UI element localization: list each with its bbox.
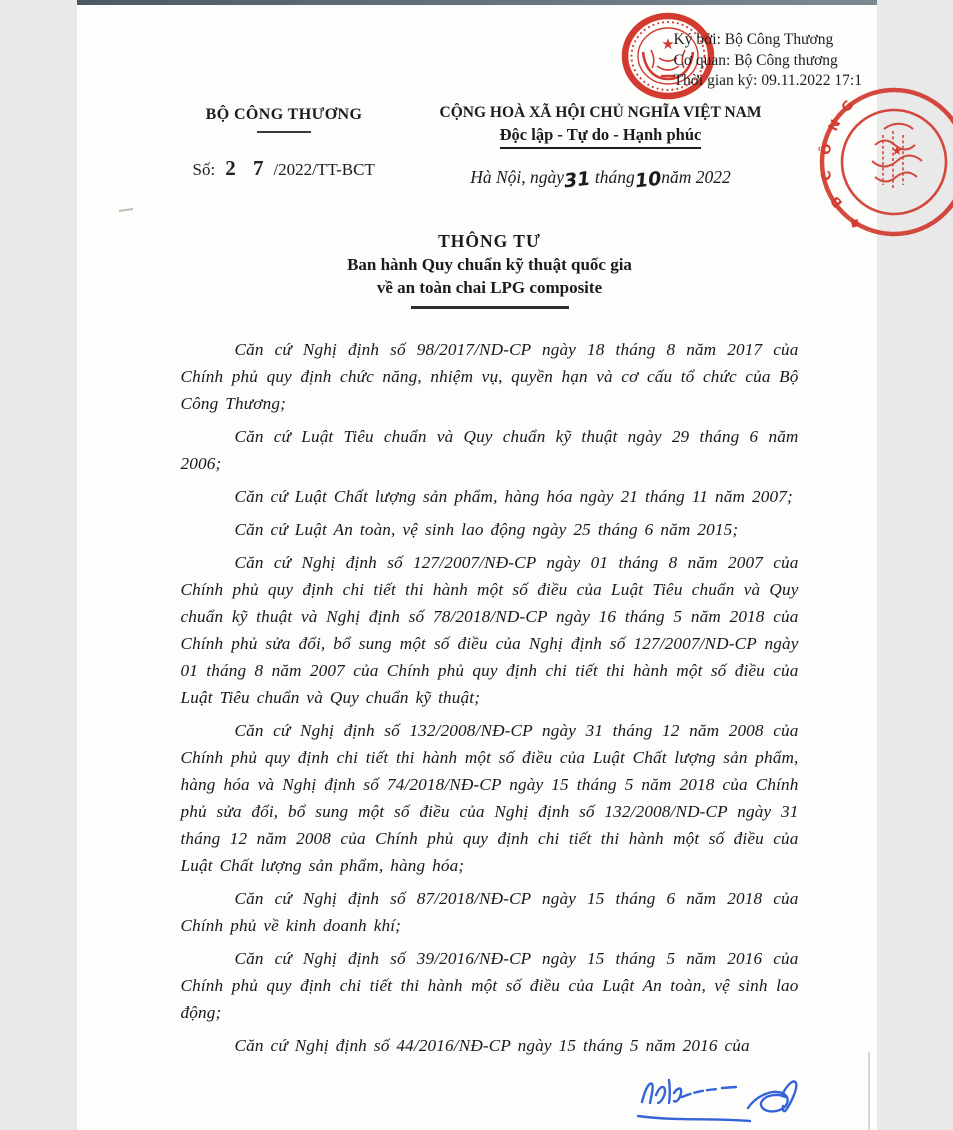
national-motto: Độc lập - Tự do - Hạnh phúc (500, 125, 702, 149)
handwritten-month: 10 (633, 167, 663, 193)
title-line-2: về an toàn chai LPG composite (376, 278, 603, 297)
doc-number-suffix: /2022/TT-BCT (273, 160, 375, 179)
date-suffix: năm 2022 (661, 167, 731, 187)
svg-text:★: ★ (890, 144, 903, 159)
issuing-agency-name: BỘ CÔNG THƯƠNG (205, 106, 363, 123)
body-paragraph: Căn cứ Nghị định số 132/2008/NĐ-CP ngày 31 tháng 12 năm 2008 của Chính phủ quy định chi tiết thi hành một số điều của Luật Chất lượng sản phẩm, hàng hóa và Nghị định số 74/2018/NĐ-CP ngày 15 tháng 5 năm 2018 của Chính phủ sửa đổi, bổ sung một số điều của Nghị định số 132/2008/ND-CP ngày 31 tháng 12 năm 2008 của Chính phủ quy định chi tiết thi hành một số điều của Luật Chất lượng sản phẩm, hàng hóa; (180, 721, 799, 875)
place-date-line (405, 166, 797, 193)
body-paragraph: Căn cứ Nghị định số 127/2007/NĐ-CP ngày 01 tháng 8 năm 2007 của Chính phủ quy định chi tiết thi hành một số điều của Luật Tiêu chuẩn và Quy chuẩn kỹ thuật và Nghị định số 78/2018/ND-CP ngày 16 tháng 5 năm 2018 của Chính phủ sửa đổi, bổ sung một số điều của Nghị định số 127/2007/ND-CP ngày 01 tháng 8 năm 2007 của Chính phủ quy định chi tiết thi hành một số điều của Luật Tiêu chuẩn và Quy chuẩn kỹ thuật; (180, 553, 799, 707)
svg-text:C: C (818, 168, 836, 183)
svg-text:B: B (827, 192, 846, 211)
handwritten-day: 31 (563, 167, 592, 193)
date-mid: tháng (594, 167, 635, 187)
agency-underline (257, 131, 311, 133)
signature-agency: Cơ quan: Bộ Công thương (673, 51, 838, 69)
body-paragraph: Căn cứ Nghị định số 87/2018/NĐ-CP ngày 15 tháng 6 năm 2018 của Chính phủ về kinh doanh khí; (180, 889, 799, 935)
body-paragraph: Căn cứ Luật An toàn, vệ sinh lao động ngày 25 tháng 6 năm 2015; (234, 520, 739, 539)
body-paragraph: Căn cứ Nghị định số 39/2016/NĐ-CP ngày 15 tháng 5 năm 2016 của Chính phủ quy định chi tiết thi hành một số điều của Luật An toàn, vệ sinh lao động; (180, 949, 799, 1022)
date-prefix: Hà Nội, ngày (470, 167, 565, 187)
svg-text:G: G (838, 97, 857, 116)
handwritten-signature (630, 1058, 815, 1128)
national-header-block (405, 104, 797, 193)
red-official-stamp-icon (809, 77, 953, 247)
document-type: THÔNG TƯ (438, 231, 541, 251)
document-title-block (181, 231, 799, 309)
body-paragraph: Căn cứ Nghị định số 98/2017/ND-CP ngày 18 tháng 8 năm 2017 của Chính phủ quy định chức năng, nhiệm vụ, quyền hạn và cơ cấu tổ chức của Bộ Công Thương; (180, 340, 799, 413)
national-title: CỘNG HOÀ XÃ HỘI CHỦ NGHĨA VIỆT NAM (439, 104, 762, 121)
doc-number-prefix: Số: (192, 160, 216, 179)
doc-number-stamped-digits: 2 7 (225, 156, 270, 180)
document-number (193, 156, 375, 181)
body-paragraph: Căn cứ Nghị định số 44/2016/NĐ-CP ngày 15 tháng 5 năm 2016 của (234, 1036, 750, 1055)
signature-timestamp: Thời gian ký: 09.11.2022 17:1 (673, 72, 862, 89)
digital-signature-text (674, 30, 877, 92)
body-paragraph: Căn cứ Luật Chất lượng sản phẩm, hàng hóa ngày 21 tháng 11 năm 2007; (234, 487, 793, 506)
svg-text:◆: ◆ (846, 214, 863, 233)
title-underline (411, 306, 569, 309)
document-page (77, 0, 903, 1130)
issuing-agency-block (177, 106, 392, 133)
scan-edge-artifact (77, 0, 877, 5)
svg-text:★: ★ (660, 35, 675, 53)
scan-edge-artifact (868, 1052, 870, 1130)
svg-text:N: N (825, 117, 844, 134)
scan-speck-artifact (118, 208, 132, 212)
body-paragraph: Căn cứ Luật Tiêu chuẩn và Quy chuẩn kỹ thuật ngày 29 tháng 6 năm 2006; (180, 427, 799, 473)
signature-signer: Ký bởi: Bộ Công Thương (673, 31, 834, 48)
svg-text:Ô: Ô (818, 143, 835, 156)
title-line-1: Ban hành Quy chuẩn kỹ thuật quốc gia (347, 255, 632, 274)
document-body (181, 336, 799, 1065)
